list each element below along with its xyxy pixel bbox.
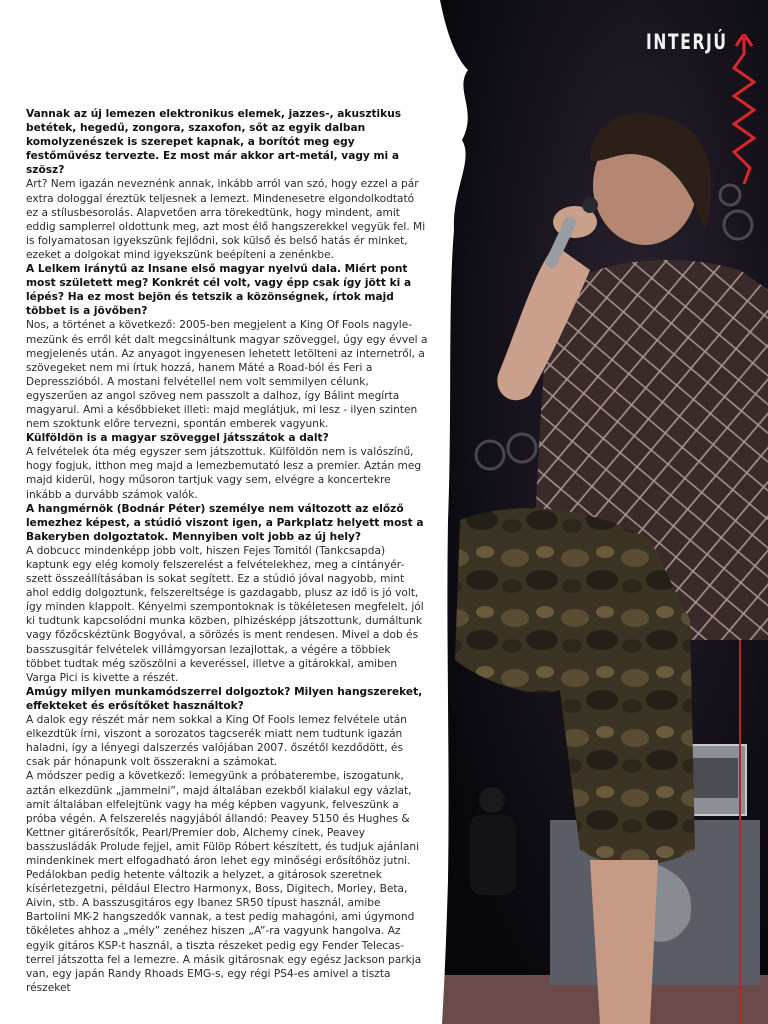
question-2: A Lelkem iránytű az Insane első magyar nyelvű dala. Miért pont most született meg? Konkrét cél volt, vagy épp csak így jött ki a lépés? Ha ez most bejön és tetszik a közönségnek, írtok majd többet is a jövőben? [26,263,412,318]
answer-1: Art? Nem igazán neveznénk annak, inkább arról van szó, hogy ezzel a pár extra dologgal éreztük teljesnek a lemezt. Mindenesetre elgondolkodtató ez a stílusbesorolás. Alapvetően arra törekedtünk, hogy mindent, amit eddig samplerrel oldottunk meg, azt most élő hangszerekkel vegyük fel. Mi is folyamatosan igyekszünk fejlődni, sok külső és belső hatás ér minket, ezeket a dolgokat mind igyekszünk beépíteni a zenénkbe. [26,178,426,261]
question-4: A hangmérnök (Bodnár Péter) személye nem változott az előző lemezhez képest, a stúdió viszont igen, a Parkplatz helyett most a Bakeryben dolgoztatok. Mennyiben volt jobb az új hely? [26,502,424,543]
zigzag-ornament [730,34,758,184]
question-3: Külföldön is a magyar szöveggel játsszátok a dalt? [26,432,329,445]
concert-photo [440,0,768,1024]
question-1: Vannak az új lemezen elektronikus elemek, jazzes-, akusztikus betétek, hegedű, zongora, szaxofon, sőt az egyik dalban komolyzenészek is szerepet kapnak, a borítót meg egy festőművész tervezte. Ez most már akkor art-metál, vagy mi a szösz? [26,108,402,177]
section-label: INTERJÚ [646,30,728,54]
concert-photo-illustration [440,0,768,1024]
answer-5: A dalok egy részét már nem sokkal a King Of Fools lemez felvétele után elkezdtük írni, viszont a sorozatos tagcserék miatt nem tudtunk igazán haladni, így a lényegi dalszerzés valójában 2007. őszétől kezdődött, és csak pár hónapunk volt összerakni a számokat. [26,714,408,769]
answer-2: Nos, a történet a következő: 2005-ben megjelent a King Of Fools nagylemezünk és erről két dalt megcsináltunk magyar szöveggel, úgy egy évvel a megjelenés után. Az anyagot ingyenesen lehetett letölteni az internetről, a szövegeket nem mi írtuk hozzá, hanem Máté a Road-ból és Feri a Depresszióból. A mostani felvétellel nem volt semmilyen célunk, egyszerűen az angol szöveg nem passzolt a dalhoz, így Bálint megírta magyarul. Ami a későbbieket illeti: majd meglátjuk, mi lesz - ilyen szinten nem szoktunk előre tervezni, spontán emberek vagyunk. [26,319,428,431]
answer-5-continued: A módszer pedig a következő: lemegyünk a próbaterembe, iszogatunk, aztán elkezdünk „jammelni”, majd általában ezekből kialakul egy vázlat, amit általában elfelejtünk vagy ha még képben vagyunk, felveszünk a próba végén. A felszerelés nagyjából állandó: Peavey 5150 és Hughes & Kettner gitárerősítők, Pearl/Premier dob, Alchemy cinek, Peavey basszusládák Prolude fejjel, amit Fülöp Róbert készített, és tudjuk ajánlani mindenkinek mert elfogadható áron lehet egy minőségi erősítőhöz jutni. Pedálokban pedig hetente változik a helyzet, a gitárosok szeretnek kísérletezgetni, például Electro Harmonyx, Boss, Digitech, Morley, Beta, Aivin, stb. A basszusgitáros egy Ibanez SR50 típust használ, amibe Bartolini MK-2 hangszedők vannak, a test pedig mahagóni, ami úgymond tökéletes ahhoz a „mély” zenéhez hiszen „A”-ra vagyunk hangolva. Az egyik gitáros KSP-t használ, a tiszta részeket pedig egy Fender Telecasterrel játszotta fel a lemezre. A másik gitárosnak egy egész Jackson parkja van, egy japán Randy Rhoads EMG-s, egy régi PS4-es amivel a tiszta részeket [26,770,422,994]
brush-edge [418,0,488,1024]
answer-4: A dobcucc mindenképp jobb volt, hiszen Fejes Tomitól (Tankcsapda) kaptunk egy elég komoly felszerelést a felvételekhez, meg a cintányér-szett összeállításában is sokat segített. Ez a stúdió jóval nagyobb, mint ahol eddig dolgoztunk, felszereltsége is gazdagabb, plusz az idő is jó volt, így minden klappolt. Kényelmi szempontoknak is tökéletesen megfelelt, jól ki tudtunk kapcsolódni munka közben, pihizésképp játszottunk, dumáltunk vagy főzőcskéztünk Bogyóval, a sörözés is ment rendesen. Mivel a dob és basszusgitár felvételek villámgyorsan lezajlottak, a végére a többiek többet tudtak még szöszölni a keveréssel, illetve a gitárokkal, amiben Varga Pici is kivette a részét. [26,544,424,684]
interview-text [26,107,428,995]
question-5: Amúgy milyen munkamódszerrel dolgoztok? Milyen hangszereket, effekteket és erősítőket használtok? [26,685,423,712]
answer-3: A felvételek óta még egyszer sem játszottuk. Külföldön nem is valószínű, hogy fogjuk, itthon meg majd a lemezbemutató lesz a premier. Aztán meg majd kiderül, hogy műsoron tartjuk vagy sem, elvégre a koncertekre inkább a durvább számok valók. [26,446,422,501]
